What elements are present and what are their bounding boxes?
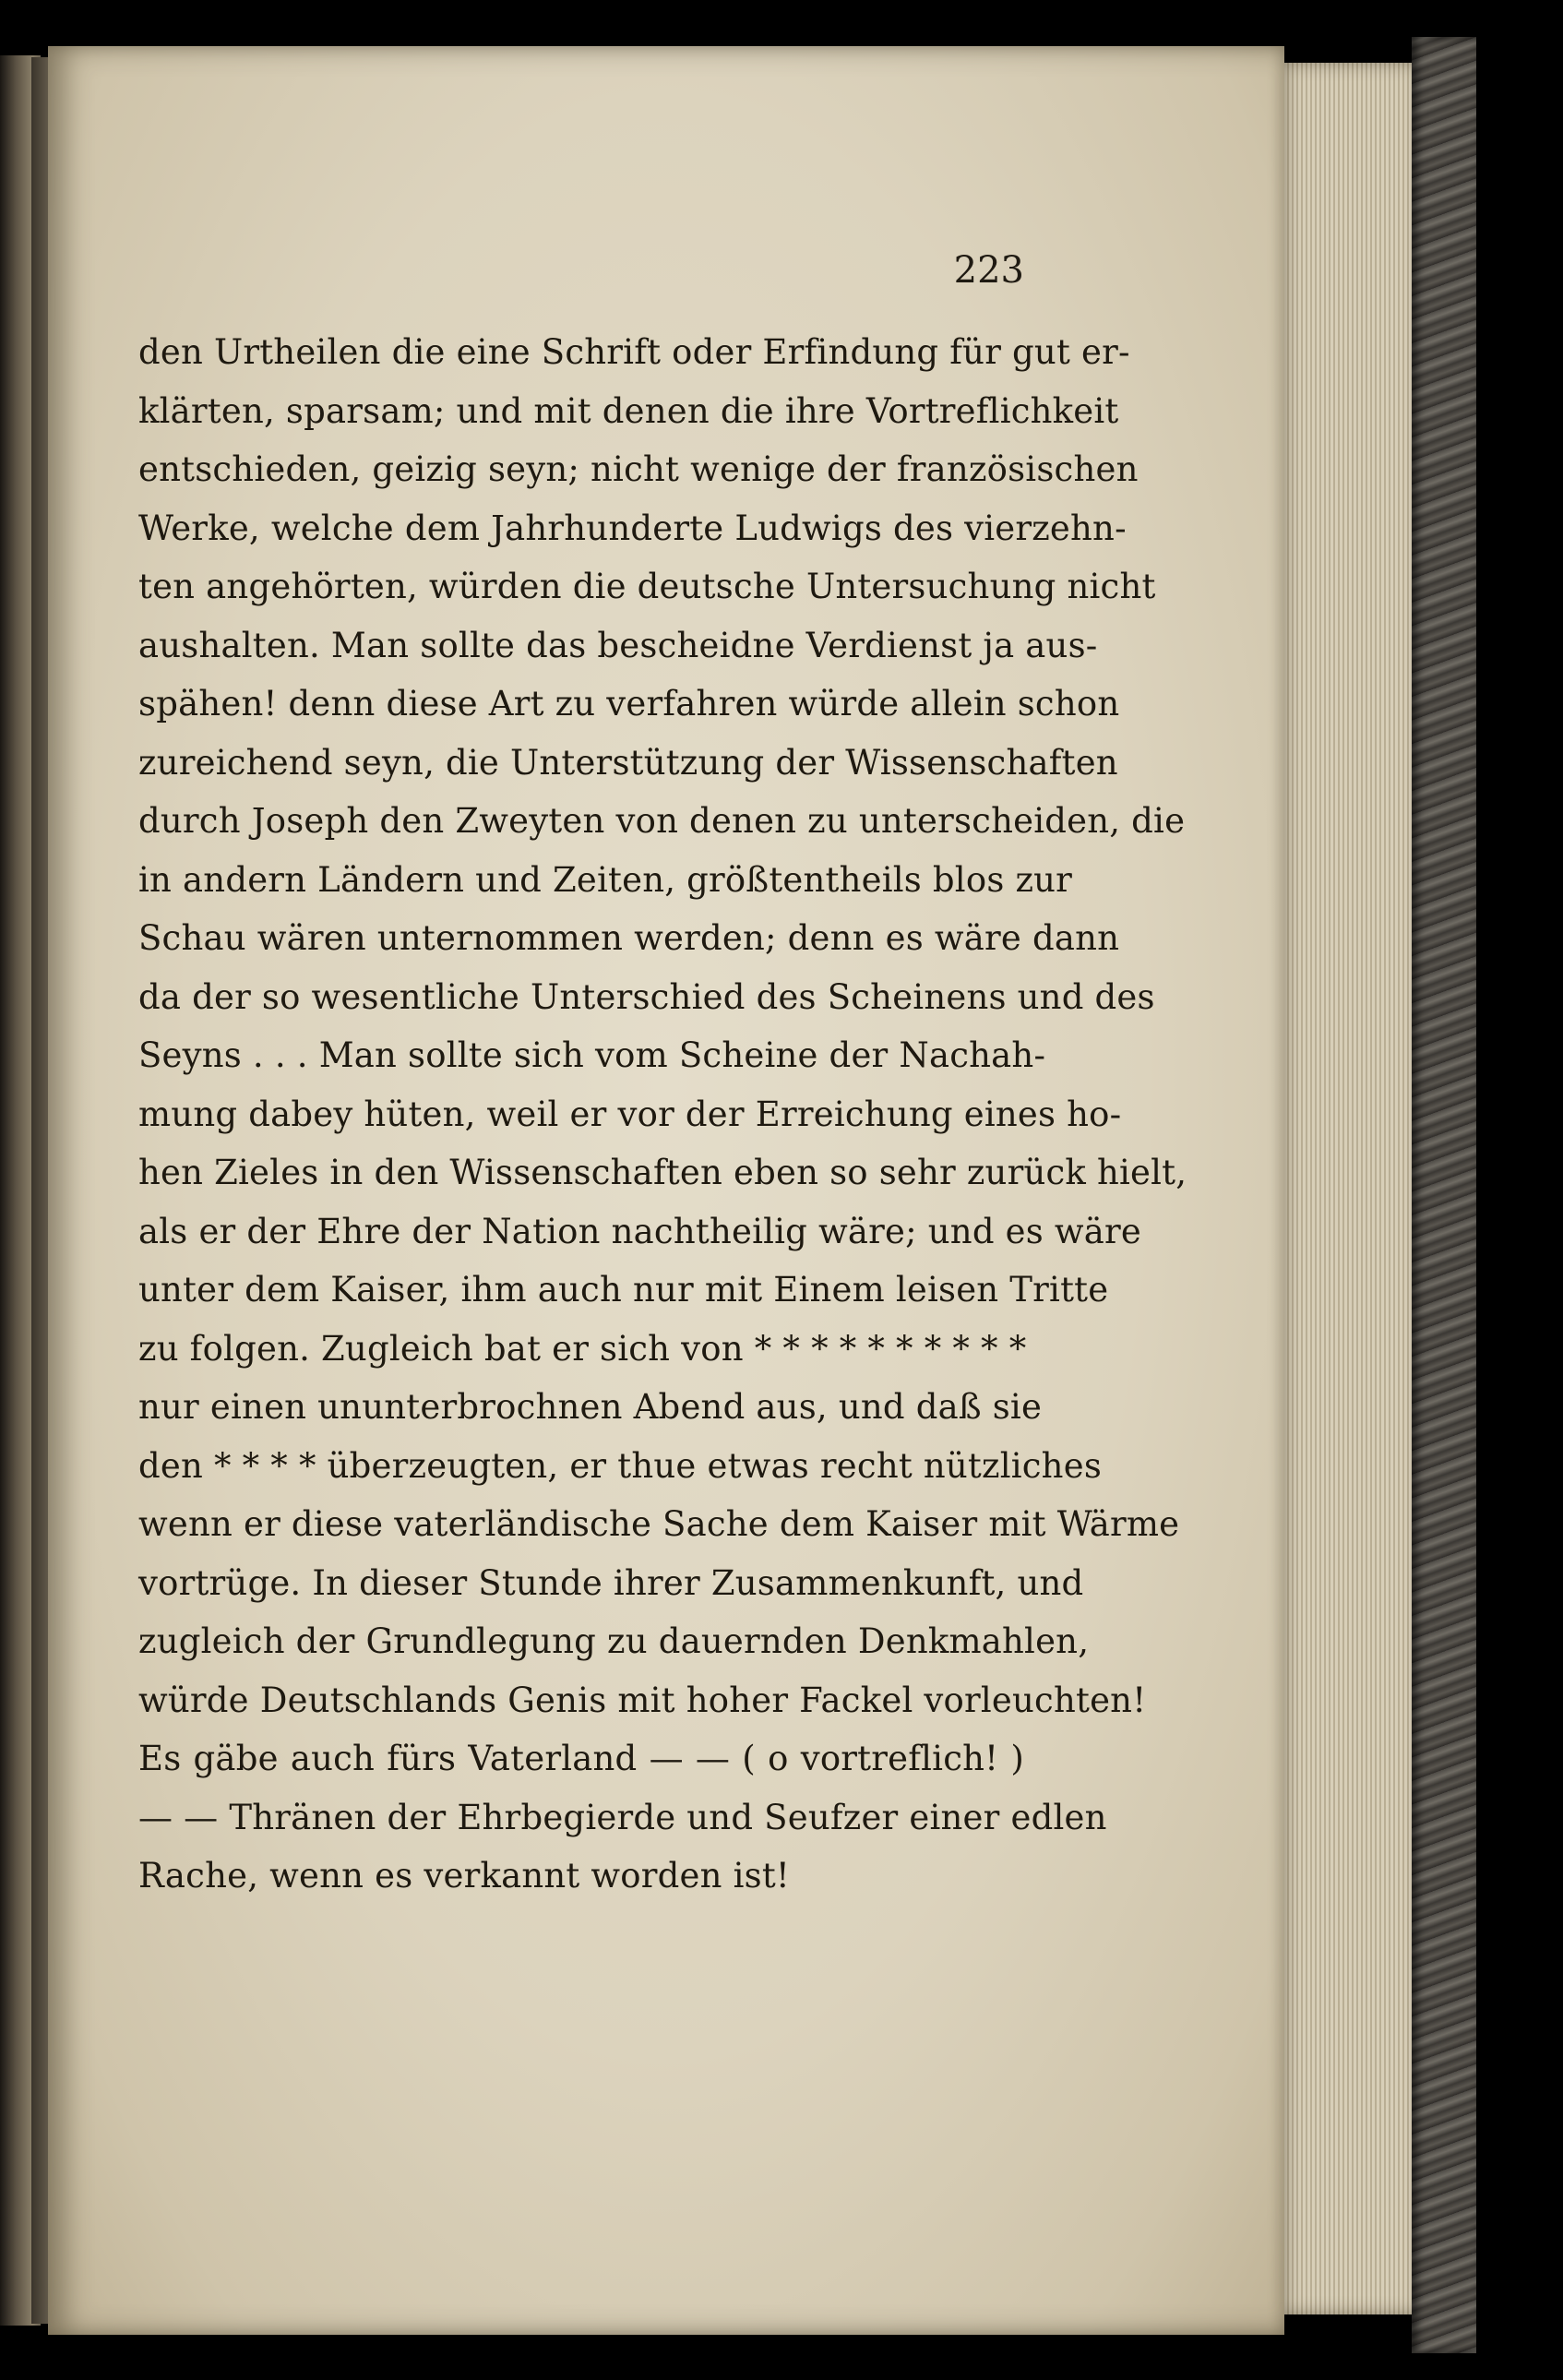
text-line: Schau wären unternommen werden; denn es wäre dann bbox=[138, 918, 1120, 958]
text-line: durch Joseph den Zweyten von denen zu unterscheiden, die bbox=[138, 801, 1186, 841]
text-line: — — Thränen der Ehrbegierde und Seufzer einer edlen bbox=[138, 1797, 1107, 1837]
text-line: unter dem Kaiser, ihm auch nur mit Einem leisen Tritte bbox=[138, 1270, 1109, 1310]
text-line: den * * * * überzeugten, er thue etwas recht nützliches bbox=[138, 1445, 1103, 1486]
text-line: als er der Ehre der Nation nachtheilig wäre; und es wäre bbox=[138, 1211, 1142, 1251]
text-line: in andern Ländern und Zeiten, größtentheils blos zur bbox=[138, 859, 1073, 900]
text-line: mung dabey hüten, weil er vor der Erreichung eines ho- bbox=[138, 1094, 1122, 1134]
text-line: entschieden, geizig seyn; nicht wenige der französischen bbox=[138, 449, 1139, 489]
text-line: Werke, welche dem Jahrhunderte Ludwigs des vierzehn- bbox=[138, 508, 1127, 548]
text-line: Rache, wenn es verkannt worden ist! bbox=[138, 1856, 790, 1896]
text-line: Es gäbe auch fürs Vaterland — — ( o vortreflich! ) bbox=[138, 1739, 1024, 1778]
text-line: würde Deutschlands Genis mit hoher Fackel vorleuchten! bbox=[138, 1680, 1147, 1720]
text-line: den Urtheilen die eine Schrift oder Erfindung für gut er- bbox=[138, 332, 1130, 372]
text-line: nur einen ununterbrochnen Abend aus, und daß sie bbox=[138, 1387, 1043, 1427]
text-line: zugleich der Grundlegung zu dauernden Denkmahlen, bbox=[138, 1621, 1090, 1661]
text-line: hen Zieles in den Wissenschaften eben so sehr zurück hielt, bbox=[138, 1153, 1187, 1192]
page-stack-edge bbox=[1284, 63, 1421, 2314]
text-line: vortrüge. In dieser Stunde ihrer Zusammenkunft, und bbox=[138, 1562, 1084, 1603]
page-number: 223 bbox=[953, 249, 1024, 292]
text-line: aushalten. Man sollte das bescheidne Verdienst ja aus- bbox=[138, 625, 1098, 665]
text-line: Seyns . . . Man sollte sich vom Scheine der Nachah- bbox=[138, 1035, 1046, 1075]
text-line: ten angehörten, würden die deutsche Untersuchung nicht bbox=[138, 567, 1156, 606]
text-line: klärten, sparsam; und mit denen die ihre Vortreflichkeit bbox=[138, 390, 1119, 431]
marbled-cover-edge bbox=[1412, 37, 1476, 2353]
text-line: zu folgen. Zugleich bat er sich von * * * * * * * * * * bbox=[138, 1328, 1027, 1369]
body-text bbox=[138, 323, 1187, 1906]
text-line: wenn er diese vaterländische Sache dem Kaiser mit Wärme bbox=[138, 1504, 1180, 1544]
text-line: spähen! denn diese Art zu verfahren würde allein schon bbox=[138, 684, 1120, 724]
text-line: zureichend seyn, die Unterstützung der Wissenschaften bbox=[138, 742, 1118, 783]
text-line: da der so wesentliche Unterschied des Scheinens und des bbox=[138, 976, 1155, 1017]
